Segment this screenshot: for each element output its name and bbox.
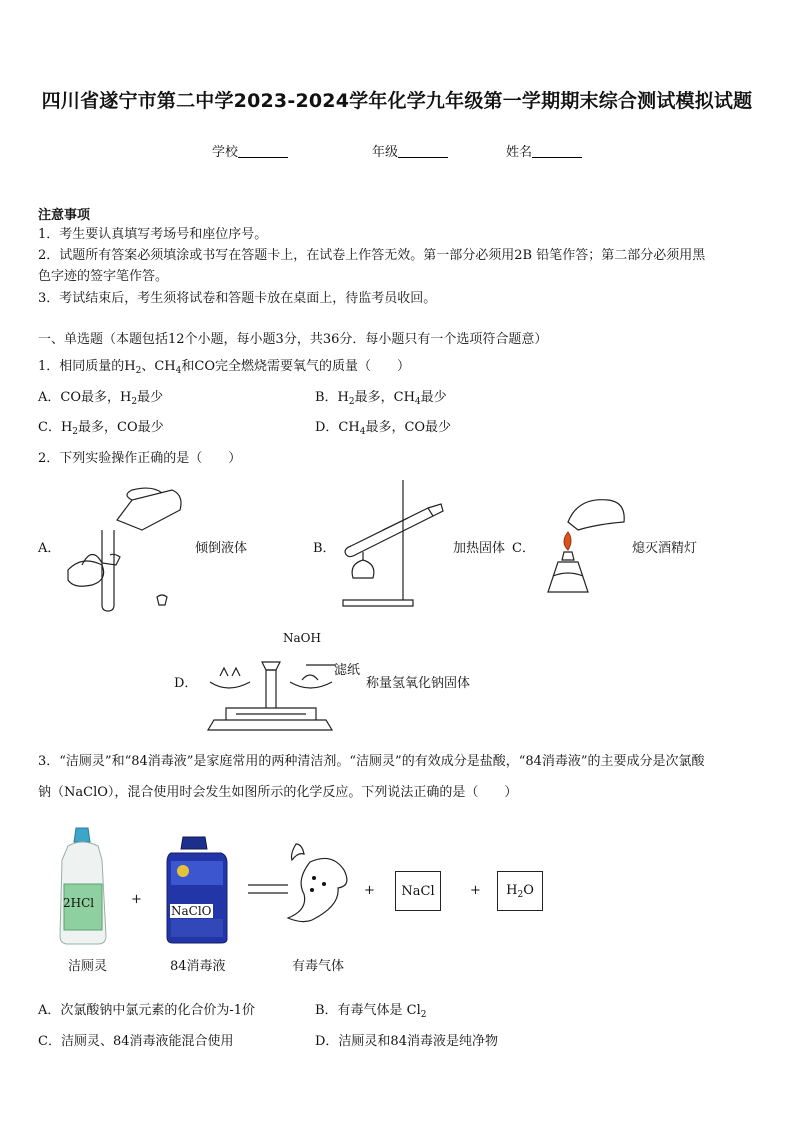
q1-option-d[interactable]: D．$CH_4$最多，CO最少: [315, 420, 452, 437]
q3-option-d[interactable]: D．洁厕灵和84消毒液是纯净物: [315, 1034, 498, 1049]
filter-paper-label: 滤纸: [334, 663, 361, 678]
grade-label: 年级: [372, 145, 399, 160]
naoh-label: NaOH: [283, 631, 321, 645]
q1-stem: 1．相同质量的$H_2$、$CH_4$和CO完全燃烧需要氧气的质量（ ）: [38, 359, 410, 376]
note-line: 2．试题所有答案必须填涂或书写在答题卡上，在试卷上作答无效。第一部分必须用2B 铅笔作答；第二部分必须用黑: [38, 248, 706, 263]
page-title: 四川省遂宁市第二中学2023-2024学年化学九年级第一学期期末综合测试模拟试题: [41, 90, 753, 112]
pouring-liquid-illustration: [62, 485, 192, 615]
plus-sign: +: [131, 892, 142, 907]
note-line: 色字迹的签字笔作答。: [38, 269, 169, 284]
q2-option-d-letter[interactable]: D．: [174, 676, 198, 691]
q2-option-b-letter[interactable]: B．: [313, 541, 336, 556]
q1-option-b[interactable]: B．$H_2$最多，$CH_4$最少: [315, 390, 447, 407]
nacl-box: NaCl: [395, 871, 441, 911]
q2-option-c-caption: 熄灭酒精灯: [632, 541, 698, 556]
caption-cleaner: 洁厕灵: [68, 959, 108, 974]
q3-stem-line2: 钠（NaClO），混合使用时会发生如图所示的化学反应。下列说法正确的是（ ）: [38, 785, 518, 800]
grade-field[interactable]: [372, 141, 448, 160]
school-label: 学校: [212, 145, 239, 160]
q1-option-a[interactable]: A．CO最多，$H_2$最少: [38, 390, 164, 407]
q3-stem-line1: 3．“洁厕灵”和“84消毒液”是家庭常用的两种清洁剂。“洁厕灵”的有效成分是盐酸，“84消毒液”的主要成分是次氯酸: [38, 754, 705, 769]
grade-blank[interactable]: [398, 145, 448, 158]
q2-option-a-caption: 倾倒液体: [195, 541, 248, 556]
q2-option-a-letter[interactable]: A．: [38, 541, 61, 556]
water-box: $H_2O$: [497, 871, 543, 911]
q2-option-c-letter[interactable]: C．: [512, 541, 535, 556]
caption-disinfectant: 84消毒液: [170, 959, 226, 974]
caption-toxic-gas: 有毒气体: [292, 959, 345, 974]
plus-sign: +: [470, 883, 481, 898]
plus-sign: +: [364, 883, 375, 898]
q3-option-c[interactable]: C．洁厕灵、84消毒液能混合使用: [38, 1034, 234, 1049]
name-field[interactable]: [506, 141, 582, 160]
filter-paper-pointer: [306, 660, 336, 670]
q2-stem: 2．下列实验操作正确的是（ ）: [38, 451, 242, 466]
q1-option-c[interactable]: C．$H_2$最多，CO最少: [38, 420, 164, 437]
section-heading: 一、单选题（本题包括12个小题，每小题3分，共36分．每小题只有一个选项符合题意）: [38, 332, 548, 347]
bottle2-formula: NaClO: [171, 904, 212, 918]
toilet-cleaner-bottle-icon: [58, 826, 110, 946]
name-label: 姓名: [506, 145, 533, 160]
school-blank[interactable]: [238, 145, 288, 158]
bottle1-formula: 2HCl: [63, 896, 95, 910]
note-line: 3．考试结束后，考生须将试卷和答题卡放在桌面上，待监考员收回。: [38, 291, 437, 306]
extinguish-lamp-illustration: [538, 492, 630, 600]
q2-option-b-caption: 加热固体: [453, 541, 506, 556]
name-blank[interactable]: [532, 145, 582, 158]
note-line: 1．考生要认真填写考场号和座位序号。: [38, 227, 268, 242]
q3-option-a[interactable]: A．次氯酸钠中氯元素的化合价为-1价: [38, 1003, 256, 1018]
school-field[interactable]: [212, 141, 288, 160]
q2-option-d-caption: 称量氢氧化钠固体: [366, 676, 471, 691]
heating-solid-illustration: [333, 478, 448, 608]
q3-option-b[interactable]: B．有毒气体是 $Cl_2$: [315, 1003, 427, 1020]
disinfectant-bottle-icon: [165, 835, 229, 945]
toxic-gas-cloud-icon: [282, 834, 354, 926]
notes-heading: 注意事项: [38, 208, 91, 223]
